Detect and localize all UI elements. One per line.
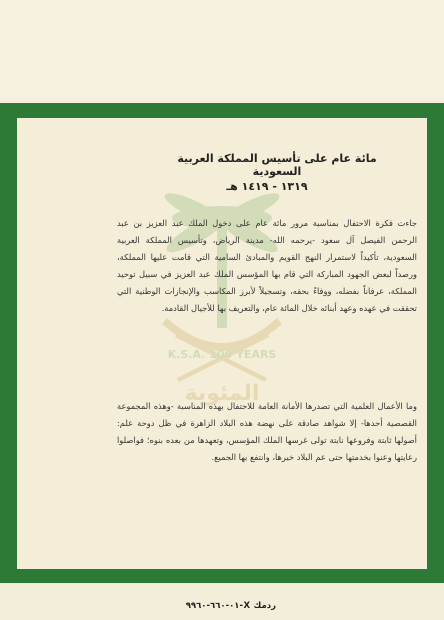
back-cover-panel	[17, 118, 427, 569]
closing-paragraph: وما الأعمال العلمية التي تصدرها الأمانة العامة للاحتفال بهذه المناسبة -وهذه المجموعة القصصية أحدها- إلا شواهد صادقة على نهضة هذه البلاد الزاهرة في ظل دوحة علم: أصولها ثابتة وفروعها نابتة تولى غرسها الملك المؤسس، وتعهدها من بعده بنوه؛ فواصلوا رعايتها وعنوا بخدمتها حتى عم البلاد خيرها، وانتفع بها الجميع.	[117, 401, 417, 462]
watermark-latin-text: K.S.A. 100 YEARS	[167, 348, 277, 361]
right-green-border	[427, 118, 444, 569]
isbn-label: ردمك X-٠١-٦٦٠-٩٩٦٠	[185, 601, 276, 611]
years-subtitle: ١٣١٩ - ١٤١٩ هـ	[226, 180, 308, 193]
bottom-green-stripe	[0, 569, 444, 583]
top-cream-band	[0, 0, 444, 100]
watermark-arabic-text: المئوية	[184, 381, 260, 406]
page-title: مائة عام على تأسيس المملكة العربية السعودية	[177, 152, 377, 178]
left-green-border	[0, 118, 17, 569]
top-green-stripe	[0, 103, 444, 118]
intro-paragraph: جاءت فكرة الاحتفال بمناسبة مرور مائة عام على دخول الملك عبد العزيز بن عبد الرحمن الفيصل آل سعود -يرحمه الله- مدينة الرياض، وتأسيس المملكة العربية السعودية، تأكيداً لاستمرار النهج القويم والمبادئ السامية التي قامت عليها المملكة، ورصداً لبعض الجهود المباركة التي قام بها المؤسس الملك عبد العزيز في سبيل توحيد المملكة، عرفاناً بفضله، ووفاءً بحقه، وتسجيلاً لأبرز المكاسب والإنجازات الوطنية التي تحققت في عهده وعهد أبنائه خلال المائة عام، والتعريف بها للأجيال القادمة.	[117, 218, 417, 313]
